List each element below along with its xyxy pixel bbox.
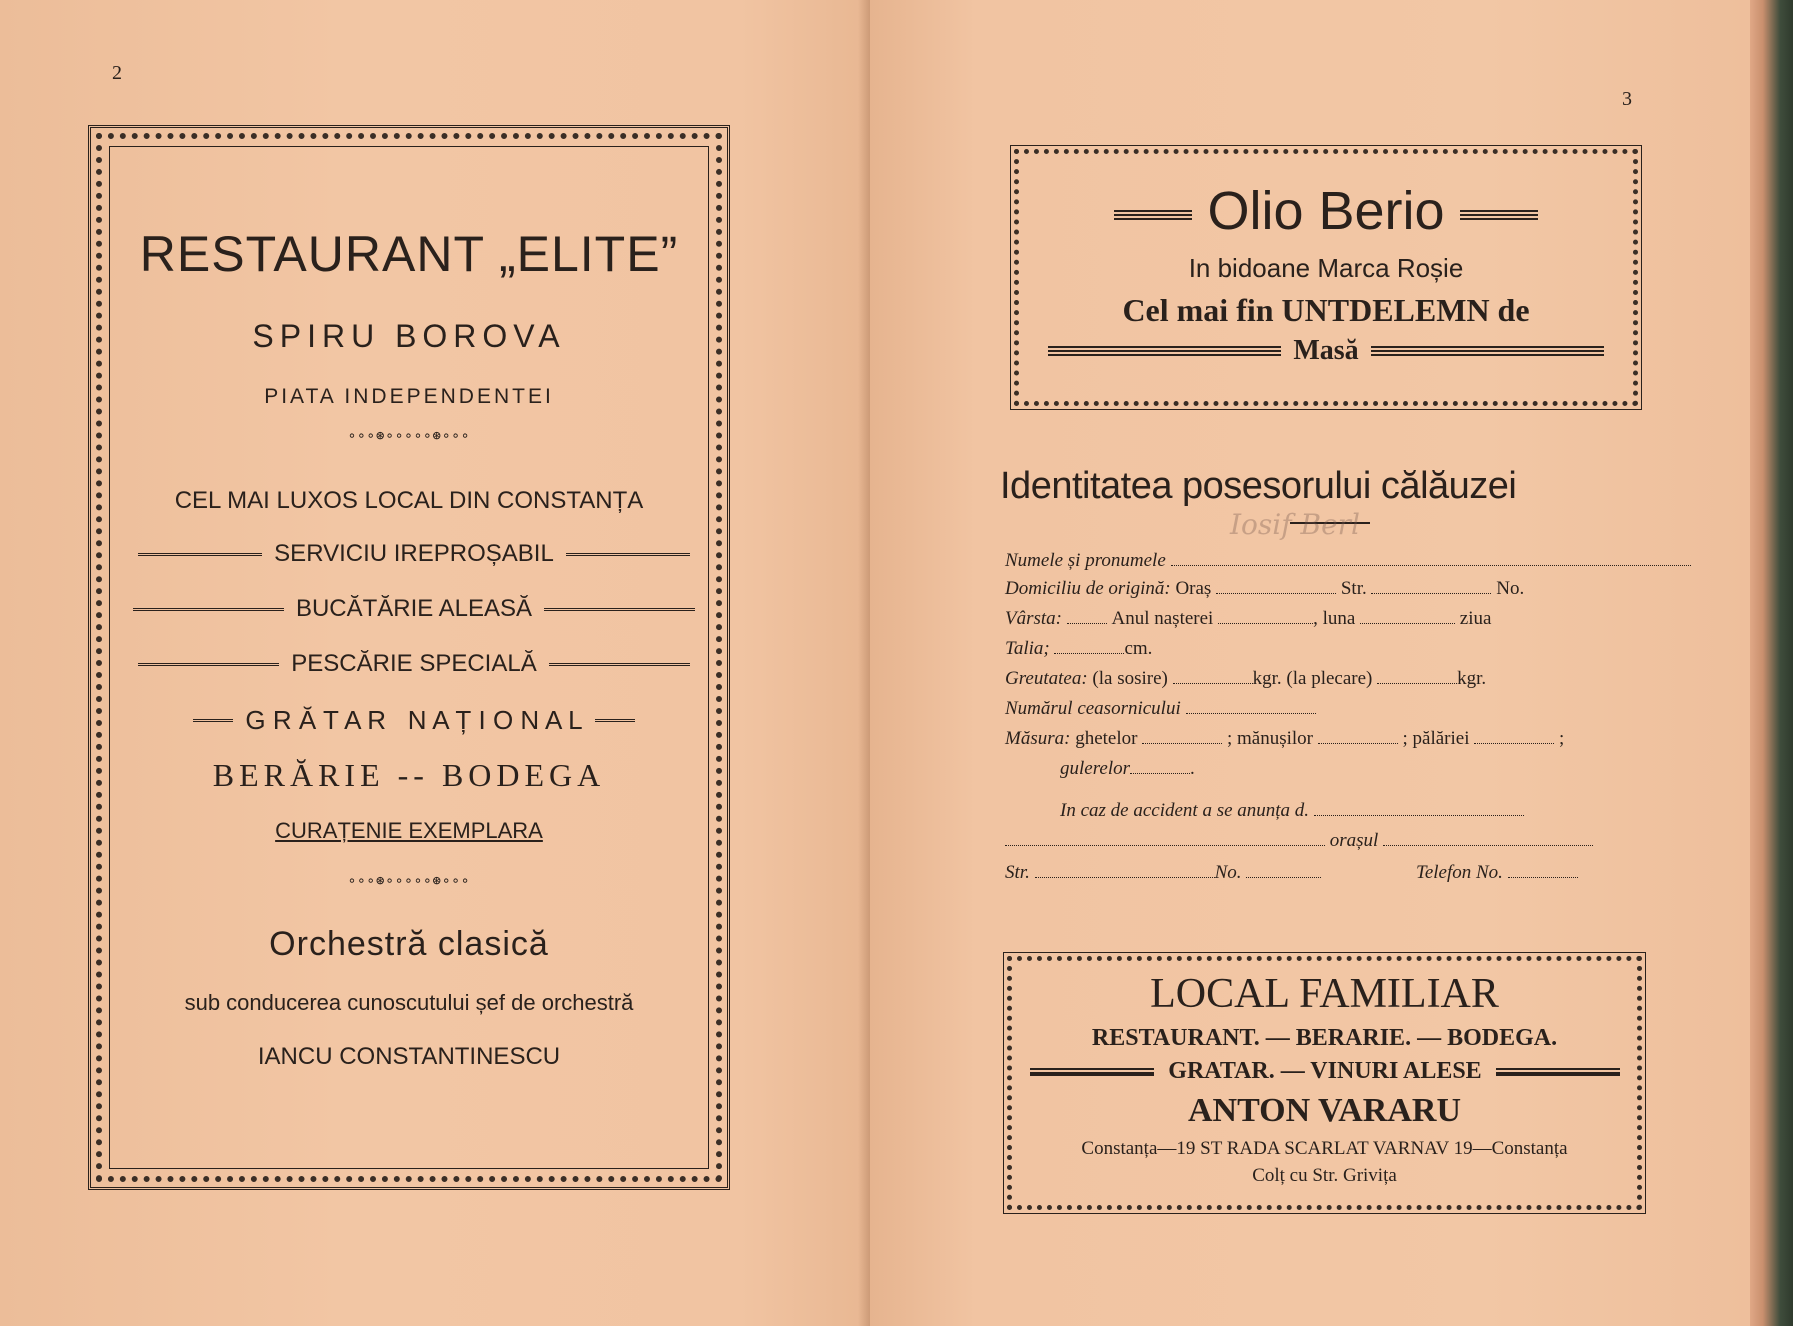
olio-line-2: Cel mai fin UNTDELEMN de xyxy=(1122,292,1530,328)
local-title: LOCAL FAMILIAR xyxy=(1150,971,1499,1017)
field-ceas: Numărul ceasornicului xyxy=(1005,698,1316,720)
ornament-2: ∘∘∘⊛∘∘∘∘∘⊛∘∘∘ xyxy=(347,873,471,889)
field-orasul: orașul xyxy=(1005,830,1593,852)
elite-address: PIATA INDEPENDENTEI xyxy=(264,385,554,408)
handwriting: Iosif Berl xyxy=(1230,508,1360,541)
elite-line-2: SERVICIU IREPROȘABIL xyxy=(138,540,690,568)
olio-line-3: Masă xyxy=(1048,335,1604,367)
identity-heading: Identitatea posesorului călăuzei xyxy=(1000,465,1517,507)
elite-line-5: G R Ă T A R N A Ț I O N A L xyxy=(133,705,695,736)
elite-line-3: BUCĂTĂRIE ALEASĂ xyxy=(133,595,695,623)
field-str: Str. No. Telefon No. xyxy=(1005,862,1578,884)
olio-title: Olio Berio xyxy=(1207,181,1445,241)
local-owner: ANTON VARARU xyxy=(1188,1092,1461,1129)
field-gulerelor: gulerelor . xyxy=(1060,758,1195,779)
page-number-left: 2 xyxy=(112,62,122,84)
field-masura: Măsura: ghetelor ; mănușilor ; pălăriei ; xyxy=(1005,728,1565,749)
olio-title-row xyxy=(1030,180,1622,242)
field-numele: Numele și pronumele xyxy=(1005,550,1691,572)
field-varsta: Vârsta: Anul nașterei , luna ziua xyxy=(1005,608,1492,629)
field-accident: In caz de accident a se anunța d. xyxy=(1060,800,1524,822)
elite-title: RESTAURANT „ELITE” xyxy=(139,226,679,282)
local-corner: Colț cu Str. Grivița xyxy=(1252,1165,1397,1186)
orchestra-conductor: IANCU CONSTANTINESCU xyxy=(257,1043,561,1070)
olio-line-1: In bidoane Marca Roșie xyxy=(1188,253,1464,283)
field-domiciliu: Domiciliu de origină: Oraș Str. No. xyxy=(1005,578,1525,599)
local-line-2: GRATAR. — VINURI ALESE xyxy=(1030,1058,1620,1085)
ornament-1: ∘∘∘⊛∘∘∘∘∘⊛∘∘∘ xyxy=(347,428,471,444)
elite-line-1: CEL MAI LUXOS LOCAL DIN CONSTANȚA xyxy=(174,487,644,514)
page-number-right: 3 xyxy=(1622,88,1632,110)
field-greutatea: Greutatea: (la sosire) kgr. (la plecare) kgr. xyxy=(1005,668,1487,689)
elite-line-4: PESCĂRIE SPECIALĂ xyxy=(138,650,690,678)
orchestra-title: Orchestră clasică xyxy=(269,925,549,963)
elite-owner: SPIRU BOROVA xyxy=(252,318,566,354)
field-talia: Talia; cm. xyxy=(1005,638,1153,659)
book-edge xyxy=(1750,0,1793,1326)
local-line-1: RESTAURANT. — BERARIE. — BODEGA. xyxy=(1091,1025,1558,1051)
elite-curatenie: CURAȚENIE EXEMPLARA xyxy=(275,818,543,843)
orchestra-line: sub conducerea cunoscutului șef de orchestră xyxy=(184,990,634,1015)
local-address: Constanța—19 ST RADA SCARLAT VARNAV 19—Constanța xyxy=(1081,1138,1568,1159)
elite-berarie: BERĂRIE -- BODEGA xyxy=(212,757,606,793)
